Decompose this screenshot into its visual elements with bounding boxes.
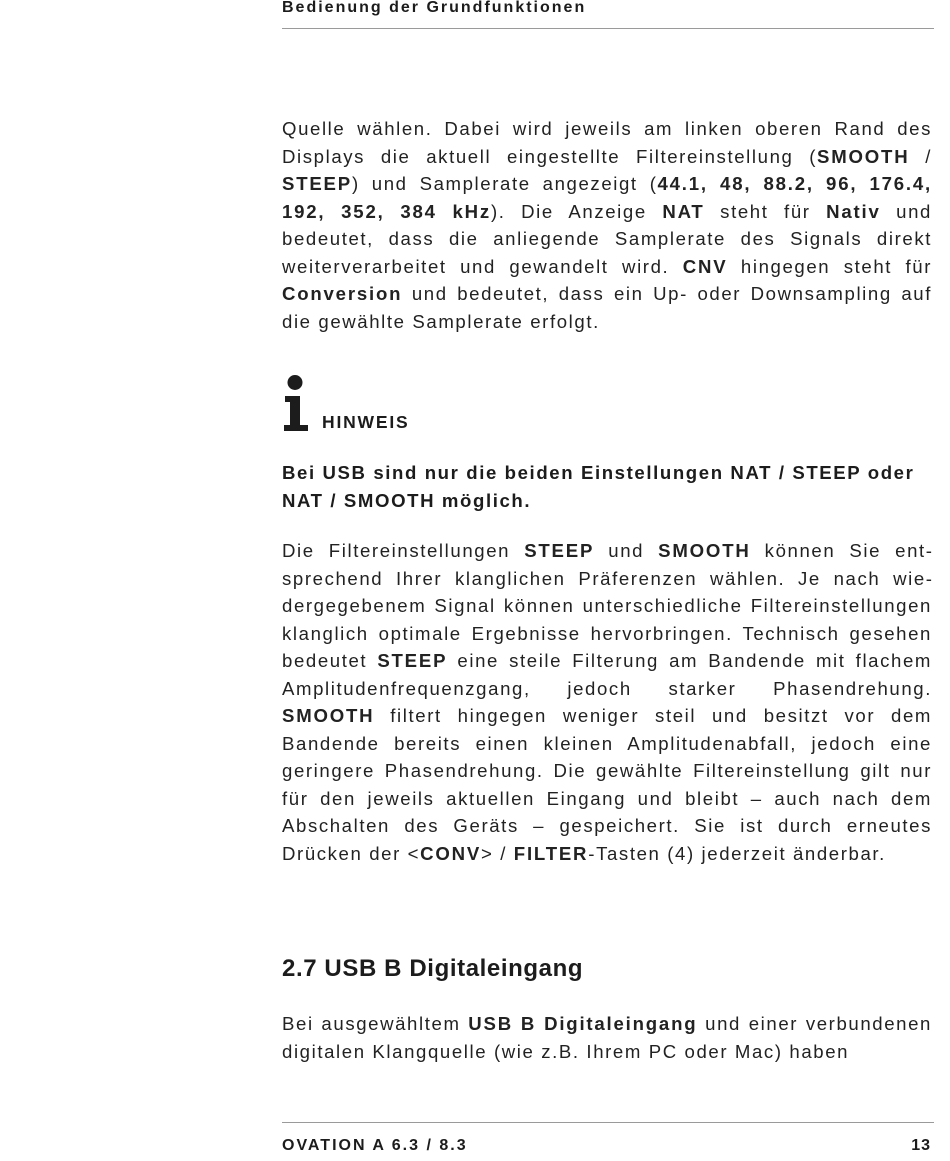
paragraph-usb-input bbox=[282, 1010, 932, 1065]
text-run: steht für bbox=[704, 200, 827, 222]
bold-term: Nativ bbox=[826, 200, 881, 222]
bold-term: NAT bbox=[662, 200, 705, 222]
text-run: können Sie entsprechend Ihrer klanglichen Präferenzen wählen. Je nach wiedergegebenem Signal können unterschiedliche Filtereinstellungen klanglich optimale Ergebnisse hervorbringen. Technisch gesehen bedeutet bbox=[282, 540, 932, 671]
bold-term: CNV bbox=[682, 255, 728, 277]
paragraph-filter-settings bbox=[282, 537, 932, 867]
text-run: Quelle wählen. Dabei wird jeweils am linken oberen Rand des Displays die aktuell eingestellte Filtereinstellung ( bbox=[282, 118, 932, 167]
bold-term: Conversion bbox=[282, 283, 403, 304]
bold-term: SMOOTH bbox=[817, 145, 910, 167]
bold-term: STEEP bbox=[282, 173, 352, 194]
bold-term: 44.1, 48, 88.2, 96, 176.4, 192, 352, 384 kHz bbox=[282, 173, 932, 222]
paragraph-filter-display bbox=[282, 115, 932, 335]
text-run: und bbox=[594, 540, 659, 561]
bold-term: CONV bbox=[420, 842, 482, 864]
bold-term: STEEP bbox=[524, 540, 595, 561]
text-run: und bedeutet, dass ein Up- oder Downsampling auf die gewählte Samplerate erfolgt. bbox=[282, 283, 932, 332]
text-run: und einer verbundenen digitalen Klangquelle (wie z.B. Ihrem PC oder Mac) haben bbox=[282, 1013, 933, 1062]
text-run: eine steile Filterung am Bandende mit flachem Amplitudenfrequenzgang, jedoch starker Phasendrehung. bbox=[282, 650, 932, 699]
text-run: Die Filtereinstellungen bbox=[282, 540, 525, 561]
note-label: HINWEIS bbox=[322, 412, 410, 432]
text-run: ). Die Anzeige bbox=[491, 200, 663, 222]
note-text: Bei USB sind nur die beiden Einstellungen NAT / STEEP oder NAT / SMOOTH möglich. bbox=[282, 462, 915, 511]
text-run: ) und Samplerate angezeigt ( bbox=[351, 173, 658, 194]
bold-term: USB B Digitaleingang bbox=[468, 1013, 698, 1034]
text-run: hingegen steht für bbox=[727, 255, 932, 277]
footer-model: OVATION A 6.3 / 8.3 bbox=[282, 1137, 468, 1154]
paragraph-text bbox=[282, 115, 932, 335]
text-run: und bedeutet, dass die anliegende Samplerate des Signals direkt weiterverarbeitet und gewandelt wird. bbox=[282, 200, 932, 277]
bold-term: FILTER bbox=[513, 842, 589, 864]
bold-term: SMOOTH bbox=[658, 540, 751, 561]
text-run: > / bbox=[481, 842, 514, 864]
footer-divider bbox=[282, 1122, 934, 1123]
bold-term: SMOOTH bbox=[282, 705, 375, 726]
text-run: -Tasten (4) jederzeit änderbar. bbox=[588, 842, 886, 864]
bold-term: STEEP bbox=[377, 650, 448, 671]
running-header: Bedienung der Grundfunktionen bbox=[282, 0, 587, 16]
note-box bbox=[282, 459, 932, 514]
section-heading: 2.7 USB B Digitaleingang bbox=[282, 955, 584, 982]
info-icon bbox=[282, 374, 310, 432]
text-run: Bei ausgewähltem bbox=[282, 1013, 469, 1034]
text-run: / bbox=[909, 145, 932, 167]
page-number: 13 bbox=[911, 1137, 931, 1154]
header-divider bbox=[282, 28, 934, 29]
text-run: filtert hingegen weniger steil und besitzt vor dem Bandende bereits einen kleinen Amplitudenabfall, jedoch eine geringere Phasendrehung. Die gewählte Filtereinstellung gilt nur für den jeweils aktuellen Eingang und bleibt – auch nach dem Abschalten des Geräts – gespeichert. Sie ist durch erneutes Drücken der < bbox=[282, 705, 932, 864]
paragraph-text bbox=[282, 537, 932, 867]
paragraph-text bbox=[282, 1010, 932, 1065]
